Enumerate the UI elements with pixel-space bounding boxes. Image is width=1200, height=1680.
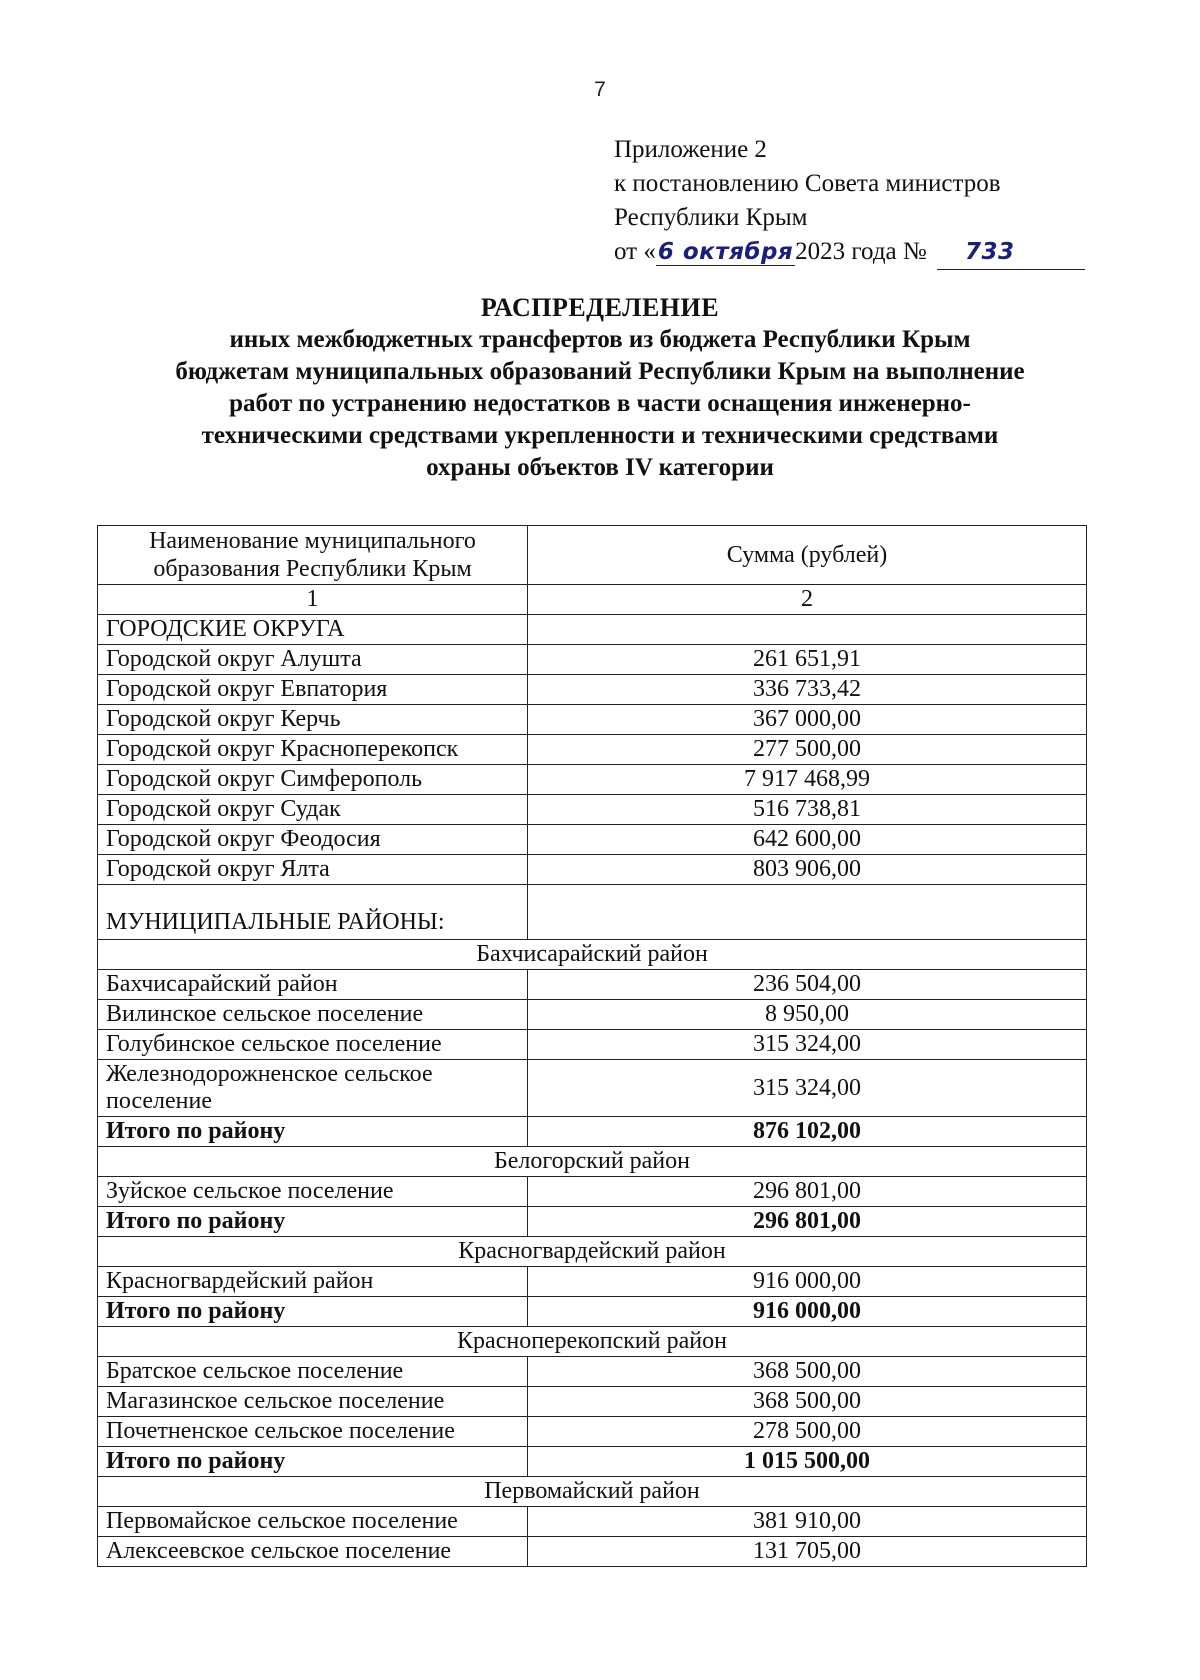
- district-total-row: [98, 1117, 1087, 1147]
- table-header-row: [98, 526, 1087, 585]
- district-header-row: [98, 1327, 1087, 1357]
- appendix-line: Республики Крым: [614, 204, 808, 231]
- row-sum: 236 504,00: [528, 970, 1087, 1000]
- table-row: [98, 1177, 1087, 1207]
- row-name: Городской округ Керчь: [98, 705, 528, 735]
- section-row: [98, 615, 1087, 645]
- section-title: МУНИЦИПАЛЬНЫЕ РАЙОНЫ:: [98, 885, 528, 940]
- table-row: [98, 1357, 1087, 1387]
- title-line: техническими средствами укрепленности и техническими средствами: [201, 422, 999, 449]
- row-name: Красногвардейский район: [98, 1267, 528, 1297]
- handwritten-number: 733: [937, 235, 1085, 270]
- row-name: Зуйское сельское поселение: [98, 1177, 528, 1207]
- title-line: работ по устранению недостатков в части оснащения инженерно-: [229, 390, 971, 417]
- row-sum: 261 651,91: [528, 645, 1087, 675]
- appendix-line: к постановлению Совета министров: [614, 170, 1001, 197]
- row-name: Братское сельское поселение: [98, 1357, 528, 1387]
- table-row: [98, 735, 1087, 765]
- table-row: [98, 1267, 1087, 1297]
- row-name: Городской округ Ялта: [98, 855, 528, 885]
- row-name: Бахчисарайский район: [98, 970, 528, 1000]
- appendix-block: [614, 133, 1085, 270]
- title-heading: РАСПРЕДЕЛЕНИЕ: [480, 293, 720, 322]
- district-header-row: [98, 940, 1087, 970]
- total-sum: 916 000,00: [528, 1297, 1087, 1327]
- row-name: Городской округ Феодосия: [98, 825, 528, 855]
- row-sum: 803 906,00: [528, 855, 1087, 885]
- district-name: Красноперекопский район: [98, 1327, 1087, 1357]
- row-name: Городской округ Симферополь: [98, 765, 528, 795]
- row-sum: 315 324,00: [528, 1030, 1087, 1060]
- table-row: [98, 1030, 1087, 1060]
- district-name: Белогорский район: [98, 1147, 1087, 1177]
- table-row: [98, 765, 1087, 795]
- row-sum: 336 733,42: [528, 675, 1087, 705]
- row-sum: 296 801,00: [528, 1177, 1087, 1207]
- table-row: [98, 970, 1087, 1000]
- table-row: [98, 1507, 1087, 1537]
- district-total-row: [98, 1297, 1087, 1327]
- table-row: [98, 795, 1087, 825]
- empty-cell: [528, 885, 1087, 940]
- row-sum: 278 500,00: [528, 1417, 1087, 1447]
- title-line: бюджетам муниципальных образований Республики Крым на выполнение: [175, 358, 1025, 385]
- district-header-row: [98, 1237, 1087, 1267]
- handwritten-date: 6 октября: [657, 239, 794, 265]
- district-name: Первомайский район: [98, 1477, 1087, 1507]
- distribution-table: [97, 525, 1087, 1567]
- row-sum: 516 738,81: [528, 795, 1087, 825]
- title-line: охраны объектов IV категории: [426, 454, 774, 481]
- district-header-row: [98, 1147, 1087, 1177]
- row-name: Городской округ Судак: [98, 795, 528, 825]
- date-prefix: от «: [614, 238, 656, 265]
- district-total-row: [98, 1207, 1087, 1237]
- row-sum: 916 000,00: [528, 1267, 1087, 1297]
- header-name-cell: Наименование муниципального образования Республики Крым: [98, 526, 528, 585]
- row-sum: 368 500,00: [528, 1387, 1087, 1417]
- row-sum: 8 950,00: [528, 1000, 1087, 1030]
- row-name: Железнодорожненское сельское поселение: [98, 1060, 528, 1117]
- header-sum-cell: Сумма (рублей): [528, 526, 1087, 585]
- row-name: Городской округ Красноперекопск: [98, 735, 528, 765]
- appendix-line: Приложение 2: [614, 136, 767, 163]
- appendix-date-line: [614, 235, 1085, 270]
- row-name: Городской округ Алушта: [98, 645, 528, 675]
- title-line: иных межбюджетных трансфертов из бюджета Республики Крым: [229, 326, 971, 353]
- table-row: [98, 1417, 1087, 1447]
- row-name: Голубинское сельское поселение: [98, 1030, 528, 1060]
- section-title: ГОРОДСКИЕ ОКРУГА: [98, 615, 528, 645]
- row-sum: 642 600,00: [528, 825, 1087, 855]
- total-label: Итого по району: [98, 1447, 528, 1477]
- column-number-row: [98, 585, 1087, 615]
- row-name: Первомайское сельское поселение: [98, 1507, 528, 1537]
- total-sum: 1 015 500,00: [528, 1447, 1087, 1477]
- table-row: [98, 855, 1087, 885]
- row-name: Магазинское сельское поселение: [98, 1387, 528, 1417]
- row-sum: 315 324,00: [528, 1060, 1087, 1117]
- total-sum: 876 102,00: [528, 1117, 1087, 1147]
- table-row: [98, 1537, 1087, 1567]
- date-suffix: 2023 года №: [795, 238, 927, 265]
- row-name: Городской округ Евпатория: [98, 675, 528, 705]
- table-row: [98, 1000, 1087, 1030]
- district-name: Красногвардейский район: [98, 1237, 1087, 1267]
- row-sum: 7 917 468,99: [528, 765, 1087, 795]
- row-sum: 367 000,00: [528, 705, 1087, 735]
- row-sum: 368 500,00: [528, 1357, 1087, 1387]
- table-row: [98, 1387, 1087, 1417]
- empty-cell: [528, 615, 1087, 645]
- row-sum: 277 500,00: [528, 735, 1087, 765]
- total-label: Итого по району: [98, 1297, 528, 1327]
- table-row: [98, 825, 1087, 855]
- row-name: Вилинское сельское поселение: [98, 1000, 528, 1030]
- row-sum: 381 910,00: [528, 1507, 1087, 1537]
- document-title: [110, 292, 1090, 484]
- total-sum: 296 801,00: [528, 1207, 1087, 1237]
- district-total-row: [98, 1447, 1087, 1477]
- table-row: [98, 645, 1087, 675]
- district-name: Бахчисарайский район: [98, 940, 1087, 970]
- row-name: Алексеевское сельское поселение: [98, 1537, 528, 1567]
- column-number-cell: 2: [528, 585, 1087, 615]
- page-number: 7: [594, 78, 606, 101]
- district-header-row: [98, 1477, 1087, 1507]
- row-name: Почетненское сельское поселение: [98, 1417, 528, 1447]
- row-sum: 131 705,00: [528, 1537, 1087, 1567]
- table-row: [98, 675, 1087, 705]
- table-row: [98, 1060, 1087, 1117]
- total-label: Итого по району: [98, 1207, 528, 1237]
- column-number-cell: 1: [98, 585, 528, 615]
- table-row: [98, 705, 1087, 735]
- section-row: [98, 885, 1087, 940]
- total-label: Итого по району: [98, 1117, 528, 1147]
